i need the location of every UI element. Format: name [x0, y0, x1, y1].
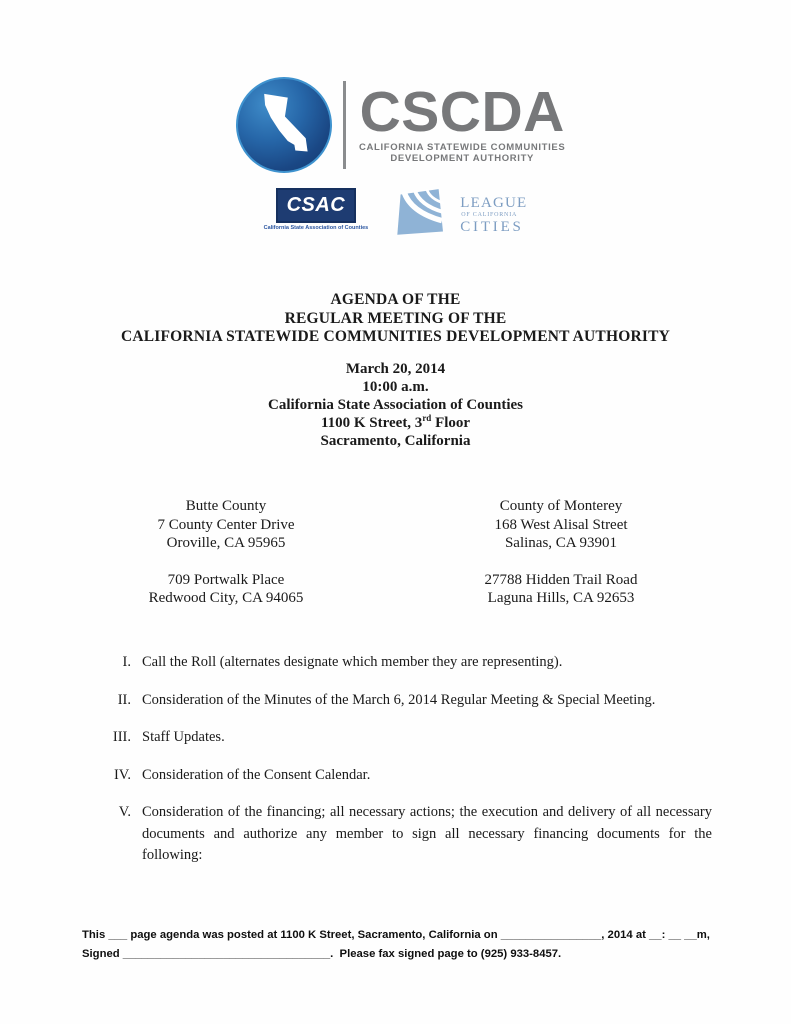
- cscda-logo: [236, 76, 565, 173]
- address-line: 709 Portwalk Place: [167, 571, 285, 588]
- address-line: Laguna Hills, CA 92653: [487, 590, 635, 606]
- cscda-acronym: CSCDA: [359, 79, 565, 144]
- cscda-subtitle-line2: DEVELOPMENT AUTHORITY: [390, 153, 535, 164]
- address-block: [76, 497, 376, 553]
- address-line: Butte County: [185, 498, 267, 514]
- csac-tagline: California State Association of Counties: [263, 225, 369, 231]
- agenda-item-numeral: V.: [118, 804, 131, 820]
- league-word-cities: CITIES: [460, 219, 524, 235]
- address-line: Oroville, CA 95965: [166, 535, 286, 551]
- agenda-item-numeral: I.: [122, 654, 131, 670]
- agenda-list: [82, 652, 712, 883]
- cscda-subtitle-line1: CALIFORNIA STATEWIDE COMMUNITIES: [359, 141, 566, 153]
- league-word-of-california: OF CALIFORNIA: [461, 212, 518, 218]
- meeting-date: March 20, 2014: [345, 361, 446, 377]
- address-block: [411, 571, 711, 608]
- agenda-item-text: Consideration of the financing; all necessary actions; the execution and delivery of all necessary documents and authorize any member to sign all necessary financing documents for the following:: [142, 804, 712, 863]
- league-swoosh-icon: [396, 188, 453, 243]
- meeting-venue: California State Association of Counties: [268, 397, 523, 413]
- address-line: Redwood City, CA 94065: [148, 590, 304, 606]
- agenda-item-numeral: IV.: [113, 766, 131, 783]
- locations-column-right: [411, 497, 711, 608]
- meeting-address: [0, 414, 791, 432]
- league-word-league: LEAGUE: [460, 195, 528, 211]
- address-block: [411, 497, 711, 553]
- league-wordmark: [460, 196, 527, 235]
- footer-line-2: Signed _________________________________. Please fax signed page to (925) 933-8457.: [82, 947, 562, 960]
- document-title: [0, 291, 791, 347]
- title-line-2: REGULAR MEETING OF THE: [284, 309, 507, 327]
- posting-certification-footer: [82, 926, 710, 963]
- meeting-city: Sacramento, California: [320, 433, 471, 449]
- csac-acronym-badge: CSAC: [276, 188, 357, 223]
- agenda-item: [82, 802, 712, 867]
- address-line: 168 West Alisal Street: [494, 516, 628, 533]
- footer-line-1: This ___ page agenda was posted at 1100 K Street, Sacramento, California on ________________, 2014 at __: __ __m,: [82, 929, 710, 941]
- california-outline-icon: [255, 91, 313, 159]
- agenda-item-text: Call the Roll (alternates designate which member they are representing).: [142, 654, 563, 670]
- locations-column-left: [76, 497, 376, 608]
- title-line-3: CALIFORNIA STATEWIDE COMMUNITIES DEVELOPMENT AUTHORITY: [120, 328, 671, 345]
- agenda-item: [82, 765, 712, 787]
- meeting-address-ordinal: rd: [422, 413, 432, 423]
- address-line: County of Monterey: [499, 498, 623, 514]
- csac-logo: [264, 188, 369, 231]
- partner-logos-row: [0, 186, 791, 243]
- agenda-item-text: Consideration of the Minutes of the March 6, 2014 Regular Meeting & Special Meeting.: [142, 691, 656, 708]
- agenda-item: [82, 727, 712, 749]
- agenda-item-numeral: III.: [112, 729, 131, 745]
- california-state-icon: [236, 77, 332, 173]
- agenda-item-numeral: II.: [117, 691, 131, 708]
- meeting-info: [0, 360, 791, 450]
- meeting-address-suffix: Floor: [431, 415, 471, 431]
- address-block: [76, 571, 376, 608]
- cscda-wordmark: [359, 79, 566, 165]
- title-line-1: AGENDA OF THE: [330, 291, 461, 308]
- agenda-item-text: Staff Updates.: [142, 729, 225, 745]
- address-line: Salinas, CA 93901: [504, 535, 618, 551]
- agenda-item: [82, 652, 712, 674]
- address-line: 27788 Hidden Trail Road: [484, 571, 638, 588]
- meeting-address-prefix: 1100 K Street, 3: [320, 415, 423, 431]
- agenda-item: [82, 690, 712, 712]
- meeting-time: 10:00 a.m.: [362, 379, 429, 395]
- logo-divider: [343, 81, 346, 169]
- agenda-item-text: Consideration of the Consent Calendar.: [142, 766, 371, 783]
- address-line: 7 County Center Drive: [157, 516, 295, 533]
- league-of-california-cities-logo: [396, 188, 527, 243]
